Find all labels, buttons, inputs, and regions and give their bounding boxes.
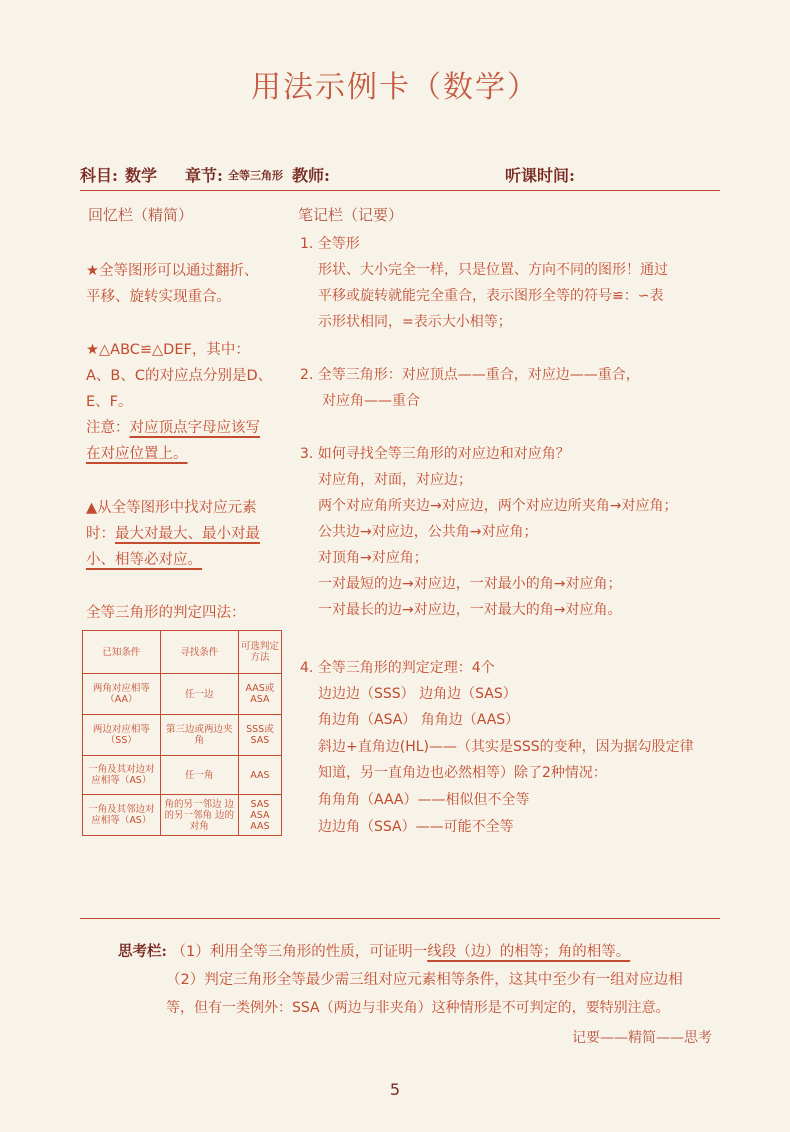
notes-column-heading: 笔记栏（记要） [298,206,404,224]
table-cell: 任一边 [160,674,238,715]
recall-text: E、F。 [86,394,133,410]
recall-text: ▲从全等图形中找对应元素 [86,500,257,516]
recall-underlined: 小、相等必对应。 [86,552,202,568]
note-line: 公共边→对应边，公共角→对应角； [318,524,538,540]
recall-underlined: 最大对最大、最小对最 [115,526,260,542]
chapter-label: 章节: [185,166,223,185]
table-cell: 角的另一邻边 边的另一邻角 边的对角 [160,795,238,836]
recall-note [86,415,296,467]
note-heading: 2. 全等三角形：对应顶点——重合，对应边——重合， [300,367,640,383]
page-title: 用法示例卡（数学） [251,70,539,105]
meta-divider [80,190,720,191]
note-text: 对应顶点字母应该写 [129,420,260,436]
table-cell: 两边对应相等（SS） [83,715,161,756]
recall-text: ★△ABC≌△DEF，其中： [86,342,250,358]
recall-text: ★全等图形可以通过翻折、 [86,263,259,279]
think-line: （1）利用全等三角形的性质，可证明一 [171,944,428,960]
table-cell: 一角及其对边对应相等（AS） [83,756,161,795]
note-line: 一对最长的边→对应边，一对最大的角→对应角。 [318,602,622,618]
note-line: 两个对应角所夹边→对应边，两个对应边所夹角→对应角； [318,498,678,514]
card-meta [80,163,720,187]
note-label: 注意： [86,420,130,436]
recall-text: 平移、旋转实现重合。 [86,289,231,305]
table-cell: 一角及其邻边对应相等（AS） [83,795,161,836]
footer-note: 记要——精简——思考 [572,1030,712,1046]
listen-time-label: 听课时间: [505,166,575,185]
note-heading: 3. 如何寻找全等三角形的对应边和对应角？ [300,446,570,462]
table-cell: SSS或SAS [238,715,281,756]
note-line: 角角角（AAA）——相似但不全等 [318,792,530,808]
note-heading: 1. 全等形 [300,236,360,252]
recall-column-heading: 回忆栏（精简） [88,206,194,224]
table-cell: 任一角 [160,756,238,795]
think-line: 等，但有一类例外：SSA（两边与非夹角）这种情形是不可判定的，要特别注意。 [166,1000,670,1016]
table-cell: AAS [238,756,281,795]
note-line: 形状、大小完全一样，只是位置、方向不同的图形！通过 [318,262,668,278]
subject-label: 科目: [80,166,118,185]
note-line: 边边边（SSS） 边角边（SAS） [318,686,517,702]
think-label: 思考栏: [118,943,167,960]
note-line: 一对最短的边→对应边，一对最小的角→对应角； [318,576,622,592]
note-line: 平移或旋转就能完全重合，表示图形全等的符号≌：∽表 [318,288,664,304]
criteria-table [82,630,282,836]
note-line: 斜边+直角边(HL)——（其实是SSS的变种，因为据勾股定律 [318,739,694,755]
table-header: 已知条件 [83,631,161,674]
table-header: 可选判定方法 [238,631,281,674]
table-cell: SAS ASA AAS [238,795,281,836]
table-cell: 第三边或两边夹角 [160,715,238,756]
teacher-label: 教师: [292,166,330,185]
recall-item-1 [86,258,296,310]
table-header: 寻找条件 [160,631,238,674]
page-number: 5 [389,1080,401,1099]
recall-item-2 [86,337,296,415]
chapter-value: 全等三角形 [228,169,283,182]
recall-text: A、B、C的对应点分别是D、 [86,368,273,384]
note-line: 对应角——重合 [322,393,420,409]
think-line: （2）判定三角形全等最少需三组对应元素相等条件，这其中至少有一组对应边相 [166,972,683,988]
note-text: 在对应位置上。 [86,446,188,462]
note-line: 示形状相同，=表示大小相等； [318,314,512,330]
think-underlined: 线段（边）的相等；角的相等。 [427,944,631,960]
note-line: 知道，另一直角边也必然相等）除了2种情况： [318,765,607,781]
recall-text: 时： [86,526,115,542]
table-cell: AAS或ASA [238,674,281,715]
think-divider [80,918,720,919]
subject-value: 数学 [125,166,158,185]
note-heading: 4. 全等三角形的判定定理：4个 [300,660,495,676]
table-cell: 两角对应相等（AA） [83,674,161,715]
table-caption: 全等三角形的判定四法： [86,605,246,621]
recall-item-3 [86,495,296,573]
note-line: 边边角（SSA）——可能不全等 [318,819,514,835]
note-line: 对顶角→对应角； [318,550,428,566]
note-line: 角边角（ASA） 角角边（AAS） [318,712,520,728]
note-line: 对应角，对面，对应边； [318,472,472,488]
